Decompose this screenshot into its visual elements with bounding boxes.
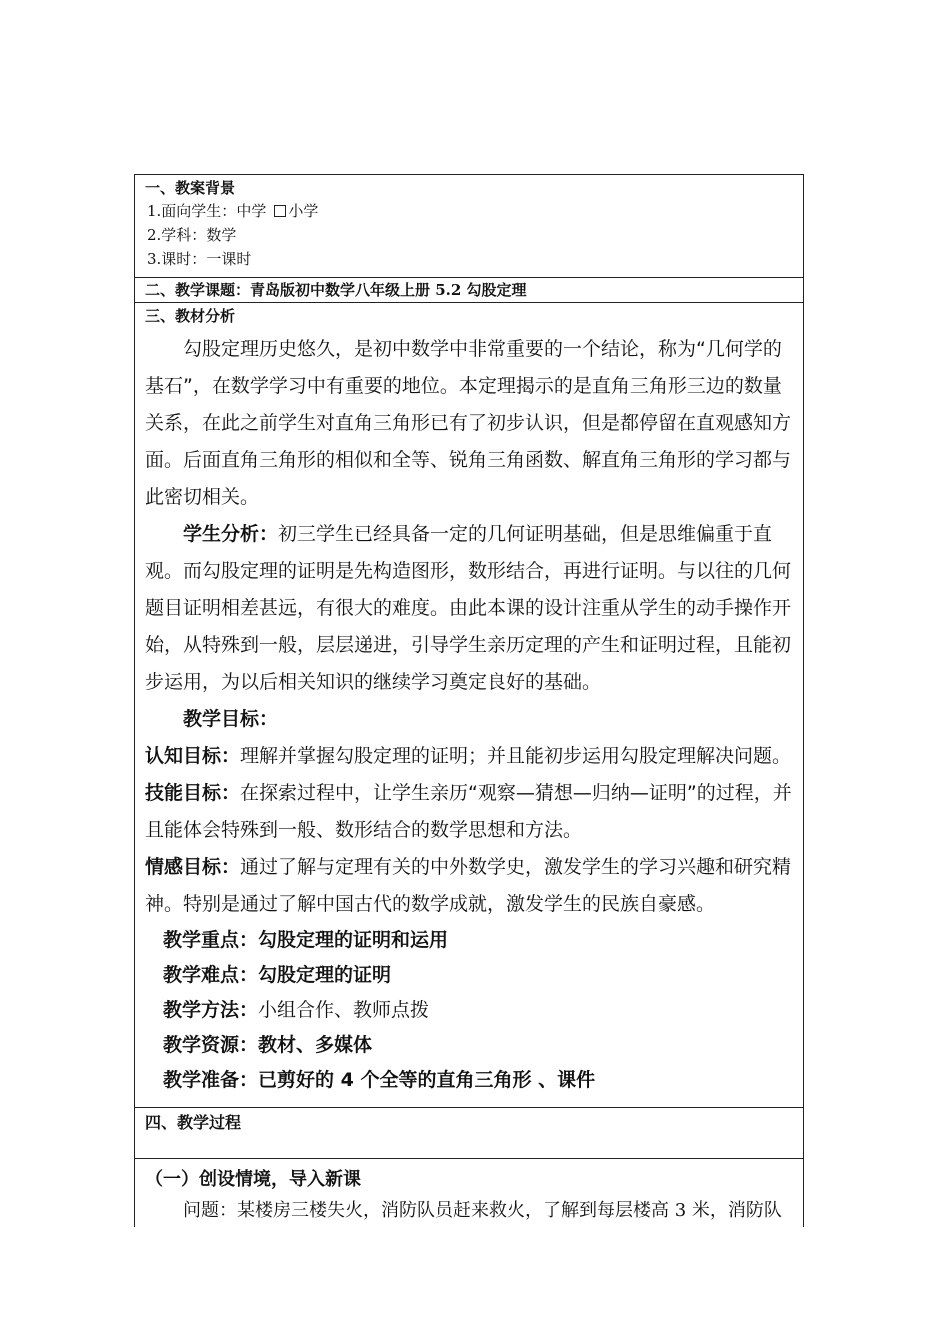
emotion-goal-text: 通过了解与定理有关的中外数学史，激发学生的学习兴趣和研究精神。特别是通过了解中国古代的数学成就，激发学生的民族自豪感。 bbox=[145, 856, 792, 915]
periods-value: 一课时 bbox=[206, 250, 252, 268]
preparation-label: 教学准备： bbox=[163, 1069, 259, 1091]
student-analysis-paragraph bbox=[145, 516, 803, 701]
method-label: 教学方法： bbox=[163, 999, 259, 1021]
preparation bbox=[145, 1063, 803, 1098]
difficulty-text: 勾股定理的证明 bbox=[258, 964, 392, 986]
skill-goal-text: 在探索过程中，让学生亲历“观察—猜想—归纳—证明”的过程，并且能体会特殊到一般、数形结合的数学思想和方法。 bbox=[145, 782, 792, 841]
difficulty-label: 教学难点： bbox=[163, 964, 259, 986]
cognitive-goal-text: 理解并掌握勾股定理的证明；并且能初步运用勾股定理解决问题。 bbox=[240, 745, 792, 767]
difficulty bbox=[145, 958, 803, 993]
lesson-plan-table bbox=[134, 174, 804, 1227]
subject-label: 2.学科： bbox=[147, 226, 207, 244]
student-analysis-label: 学生分析： bbox=[183, 523, 279, 545]
resources bbox=[145, 1028, 803, 1063]
background-title: 一、教案背景 bbox=[145, 179, 236, 197]
resources-label: 教学资源： bbox=[163, 1034, 259, 1056]
process-title: 四、教学过程 bbox=[145, 1113, 242, 1132]
scenario-text: 问题：某楼房三楼失火，消防队员赶来救火，了解到每层楼高 3 米，消防队 bbox=[183, 1200, 782, 1221]
emotion-goal-label: 情感目标： bbox=[145, 856, 241, 878]
goals-title: 教学目标： bbox=[183, 708, 279, 730]
subject-value: 数学 bbox=[206, 226, 237, 244]
method-text: 小组合作、教师点拨 bbox=[258, 999, 430, 1021]
emotion-goal bbox=[145, 849, 803, 923]
student-analysis-text: 初三学生已经具备一定的几何证明基础，但是思维偏重于直观。而勾股定理的证明是先构造图形，数形结合，再进行证明。与以往的几何题目证明相差甚远，有很大的难度。由此本课的设计注重从学生的动手操作开始，从特殊到一般，层层递进，引导学生亲历定理的产生和证明过程，且能初步运用，为以后相关知识的继续学习奠定良好的基础。 bbox=[145, 523, 792, 693]
method bbox=[145, 993, 803, 1028]
analysis-cell bbox=[135, 303, 804, 1108]
scenario-title: （一）创设情境，导入新课 bbox=[145, 1169, 361, 1190]
skill-goal-label: 技能目标： bbox=[145, 782, 241, 804]
topic-title: 二、教学课题：青岛版初中数学八年级上册 5.2 勾股定理 bbox=[145, 281, 527, 299]
key-points bbox=[145, 923, 803, 958]
periods-line bbox=[145, 247, 803, 271]
audience-line bbox=[145, 199, 803, 223]
process-cell bbox=[135, 1108, 804, 1159]
background-cell bbox=[135, 175, 804, 278]
skill-goal bbox=[145, 775, 803, 849]
scenario-cell bbox=[135, 1159, 804, 1228]
periods-label: 3.课时： bbox=[147, 250, 207, 268]
resources-text: 教材、多媒体 bbox=[258, 1034, 373, 1056]
audience-label: 1.面向学生： bbox=[147, 202, 237, 220]
analysis-title: 三、教材分析 bbox=[145, 307, 236, 325]
audience-middle-school: 中学 bbox=[236, 202, 267, 220]
cognitive-goal bbox=[145, 738, 803, 775]
preparation-text: 已剪好的 4 个全等的直角三角形 、课件 bbox=[258, 1069, 596, 1091]
topic-cell bbox=[135, 278, 804, 303]
audience-primary-school: 小学 bbox=[288, 202, 319, 220]
checkbox-icon[interactable] bbox=[274, 205, 286, 217]
key-points-label: 教学重点： bbox=[163, 929, 259, 951]
subject-line bbox=[145, 223, 803, 247]
cognitive-goal-label: 认知目标： bbox=[145, 745, 241, 767]
textbook-analysis-paragraph: 勾股定理历史悠久，是初中数学中非常重要的一个结论，称为“几何学的基石”，在数学学习中有重要的地位。本定理揭示的是直角三角形三边的数量关系，在此之前学生对直角三角形已有了初步认识，但是都停留在直观感知方面。后面直角三角形的相似和全等、锐角三角函数、解直角三角形的学习都与此密切相关。 bbox=[145, 338, 792, 508]
key-points-text: 勾股定理的证明和运用 bbox=[258, 929, 449, 951]
